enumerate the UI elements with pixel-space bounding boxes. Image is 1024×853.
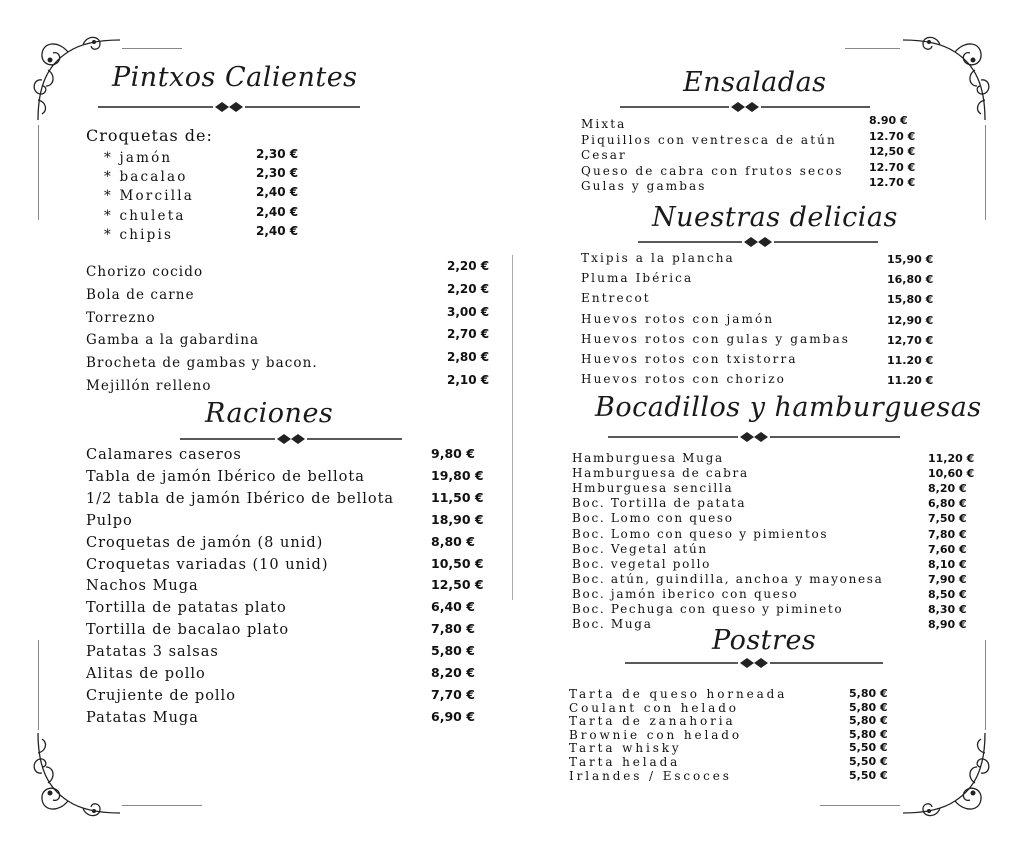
menu-item-name: Txipis a la plancha xyxy=(581,251,735,265)
section-title-delicias: Nuestras delicias xyxy=(652,202,898,233)
section-title-postres: Postres xyxy=(712,625,817,656)
menu-item-name: * bacalao xyxy=(104,169,188,186)
menu-item-name: Boc. vegetal pollo xyxy=(572,556,712,571)
menu-item-name: Piquillos con ventresca de atún xyxy=(581,132,837,147)
menu-item-price: 11.20 € xyxy=(887,354,934,367)
menu-item-price: 2,40 € xyxy=(256,223,299,238)
frame-line-bottom-right xyxy=(820,805,900,806)
menu-item-price: 8,20 € xyxy=(431,665,475,680)
menu-item-price: 16,80 € xyxy=(887,273,934,287)
menu-item-name: * jamón xyxy=(104,150,173,166)
menu-item-name: * Morcilla xyxy=(104,188,195,205)
menu-item-price: 8,20 € xyxy=(928,482,967,496)
menu-item-price: 10,60 € xyxy=(928,467,975,481)
menu-item-price: 8,50 € xyxy=(928,587,967,601)
menu-item-price: 15,80 € xyxy=(887,293,934,307)
menu-item-name: Bola de carne xyxy=(86,286,195,303)
menu-item-price: 8,80 € xyxy=(431,533,475,549)
menu-item-name: Huevos rotos con gulas y gambas xyxy=(581,331,851,346)
menu-item-name: Gamba a la gabardina xyxy=(86,332,260,349)
menu-item-name: Boc. Tortilla de patata xyxy=(572,496,747,511)
menu-item-price: 2,40 € xyxy=(256,204,299,219)
menu-item-price: 2,30 € xyxy=(256,166,299,181)
menu-item-name: Entrecot xyxy=(581,291,651,306)
menu-item-name: Mixta xyxy=(581,117,627,131)
menu-item-price: 9,80 € xyxy=(431,446,475,461)
menu-item-price: 12,50 € xyxy=(431,577,484,593)
title-divider-raciones xyxy=(180,432,402,446)
menu-item-price: 2,70 € xyxy=(447,327,490,342)
menu-item-name: Brocheta de gambas y bacon. xyxy=(86,355,318,372)
corner-ornament-bottom-left xyxy=(28,728,123,823)
menu-item-price: 2,80 € xyxy=(447,350,490,365)
menu-item-price: 5,80 € xyxy=(849,727,888,741)
frame-line-left-top xyxy=(38,125,39,220)
center-divider-line xyxy=(512,255,513,600)
menu-item-price: 10,50 € xyxy=(431,555,484,571)
corner-ornament-bottom-right xyxy=(900,728,995,823)
menu-item-name: 1/2 tabla de jamón Ibérico de bellota xyxy=(86,490,395,507)
menu-item-price: 5,50 € xyxy=(849,755,888,768)
frame-line-right-top xyxy=(985,125,986,220)
menu-item-name: Boc. Lomo con queso y pimientos xyxy=(572,526,829,541)
title-divider-pintxos xyxy=(98,100,360,114)
menu-item-price: 12.70 € xyxy=(869,129,916,143)
section-title-raciones: Raciones xyxy=(205,398,334,429)
menu-item-price: 5,80 € xyxy=(431,643,475,659)
frame-line-bottom-left xyxy=(122,805,202,806)
menu-item-price: 5,50 € xyxy=(849,768,888,782)
menu-item-price: 7,70 € xyxy=(431,686,475,702)
menu-item-price: 2,30 € xyxy=(256,147,299,161)
menu-item-name: Boc. Vegetal atún xyxy=(572,541,708,556)
section-title-bocadillos: Bocadillos y hamburguesas xyxy=(595,392,982,423)
menu-item-price: 6,40 € xyxy=(431,599,475,615)
menu-item-name: * chipis xyxy=(104,226,174,243)
menu-item-name: Huevos rotos con chorizo xyxy=(581,372,786,387)
menu-item-name: Torrezno xyxy=(86,309,156,326)
menu-item-name: Patatas Muga xyxy=(86,709,199,726)
menu-item-name: Crujiente de pollo xyxy=(86,687,236,704)
menu-item-name: Hamburguesa de cabra xyxy=(572,466,749,481)
menu-item-price: 2,20 € xyxy=(447,259,490,273)
corner-ornament-top-right xyxy=(900,30,995,125)
menu-item-price: 5,50 € xyxy=(849,741,888,755)
menu-item-name: Patatas 3 salsas xyxy=(86,644,219,661)
menu-item-name: Hamburguesa Muga xyxy=(572,451,724,465)
menu-item-price: 6,80 € xyxy=(928,497,967,511)
menu-item-name: Irlandes / Escoces xyxy=(569,768,732,783)
menu-item-name: Croquetas variadas (10 unid) xyxy=(86,556,329,573)
menu-item-name: Pulpo xyxy=(86,512,133,529)
frame-line-top-left xyxy=(122,48,182,49)
menu-item-name: Boc. jamón iberico con queso xyxy=(572,586,799,601)
menu-item-name: Tarta de queso horneada xyxy=(569,687,788,701)
frame-line-top-right xyxy=(845,48,900,49)
menu-item-price: 8,30 € xyxy=(928,603,967,616)
menu-item-price: 2,40 € xyxy=(256,185,299,200)
menu-item-name: Tarta de zanahoria xyxy=(569,714,736,729)
title-divider-delicias xyxy=(638,235,878,249)
menu-item-price: 7,60 € xyxy=(928,542,967,556)
menu-item-price: 11,20 € xyxy=(928,452,975,465)
menu-item-name: * chuleta xyxy=(104,207,186,224)
menu-item-name: Mejillón relleno xyxy=(86,378,212,394)
menu-item-name: Cesar xyxy=(581,148,627,163)
menu-item-name: Tarta whisky xyxy=(569,741,682,756)
menu-item-name: Tarta helada xyxy=(569,755,681,769)
menu-item-price: 12,50 € xyxy=(869,145,916,159)
menu-item-name: Chorizo cocido xyxy=(86,264,204,280)
menu-item-price: 6,90 € xyxy=(431,708,475,724)
menu-item-price: 12.70 € xyxy=(869,176,916,190)
menu-item-name: Queso de cabra con frutos secos xyxy=(581,163,844,178)
menu-item-name: Hmburguesa sencilla xyxy=(572,481,734,496)
menu-item-price: 5,80 € xyxy=(849,700,888,714)
menu-item-price: 8,90 € xyxy=(928,618,967,632)
title-divider-ensaladas xyxy=(620,100,870,114)
menu-item-price: 18,90 € xyxy=(431,511,484,527)
title-divider-bocadillos xyxy=(608,430,900,444)
menu-item-name: Alitas de pollo xyxy=(86,666,206,682)
menu-item-price: 12,90 € xyxy=(887,313,934,327)
menu-item-name: Coulant con helado xyxy=(569,700,739,715)
menu-item-name: Boc. Lomo con queso xyxy=(572,511,734,526)
menu-item-name: Tabla de jamón Ibérico de bellota xyxy=(86,468,365,485)
menu-item-name: Gulas y gambas xyxy=(581,179,707,194)
menu-item-name: Huevos rotos con jamón xyxy=(581,311,775,326)
title-divider-postres xyxy=(625,656,883,670)
menu-item-name: Boc. atún, guindilla, anchoa y mayonesa xyxy=(572,571,884,586)
section-title-ensaladas: Ensaladas xyxy=(683,67,827,98)
menu-item-price: 11.20 € xyxy=(887,374,934,388)
menu-item-name: Pluma Ibérica xyxy=(581,271,694,286)
menu-item-price: 19,80 € xyxy=(431,467,484,483)
menu-item-name: Calamares caseros xyxy=(86,447,242,463)
menu-item-price: 3,00 € xyxy=(447,304,490,319)
menu-item-price: 8.90 € xyxy=(869,114,908,127)
menu-item-price: 2,20 € xyxy=(447,281,490,296)
menu-item-price: 15,90 € xyxy=(887,253,934,266)
menu-item-price: 5,80 € xyxy=(849,687,888,700)
menu-item-name: Croquetas de jamón (8 unid) xyxy=(86,534,324,551)
menu-item-price: 7,90 € xyxy=(928,572,967,586)
menu-item-name: Nachos Muga xyxy=(86,578,199,595)
menu-item-name: Boc. Muga xyxy=(572,617,653,632)
menu-item-price: 12.70 € xyxy=(869,160,916,174)
croquetas-header: Croquetas de: xyxy=(86,126,213,145)
menu-item-price: 5,80 € xyxy=(849,714,888,728)
menu-item-name: Boc. Pechuga con queso y pimineto xyxy=(572,602,844,616)
menu-item-price: 7,80 € xyxy=(928,527,967,541)
menu-item-name: Brownie con helado xyxy=(569,727,742,742)
menu-item-price: 7,80 € xyxy=(431,621,475,637)
section-title-pintxos: Pintxos Calientes xyxy=(112,62,358,93)
menu-item-price: 11,50 € xyxy=(431,489,484,505)
menu-item-price: 2,10 € xyxy=(447,373,490,387)
frame-line-left-bottom xyxy=(38,640,39,730)
menu-item-name: Huevos rotos con txistorra xyxy=(581,352,798,366)
menu-item-price: 12,70 € xyxy=(887,333,934,347)
menu-item-price: 7,50 € xyxy=(928,512,967,526)
frame-line-right-bottom xyxy=(985,640,986,730)
menu-item-price: 8,10 € xyxy=(928,557,967,571)
menu-item-name: Tortilla de patatas plato xyxy=(86,600,287,617)
menu-item-name: Tortilla de bacalao plato xyxy=(86,622,290,639)
